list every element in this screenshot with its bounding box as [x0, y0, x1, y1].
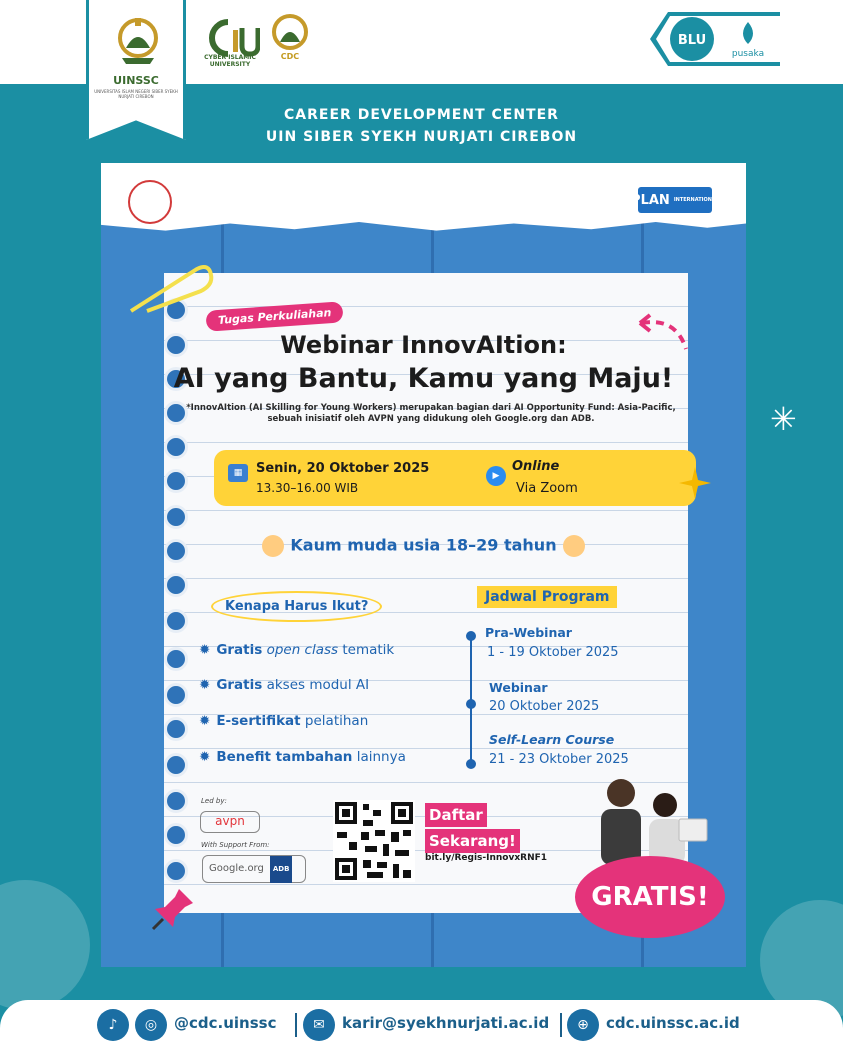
sparkle-icon: ✳ — [770, 400, 797, 438]
partner-seal-icon — [128, 180, 172, 224]
schedule-dates: 20 Oktober 2025 — [489, 699, 600, 714]
cdc-logo-text: CDC — [280, 52, 300, 61]
instagram-icon[interactable]: ◎ — [135, 1009, 167, 1041]
timeline-dot — [466, 631, 476, 641]
zoom-icon: ▶ — [486, 466, 506, 486]
adb-logo: ADB — [270, 856, 293, 883]
students-photo — [579, 775, 709, 865]
free-badge: GRATIS! — [575, 856, 725, 938]
plan-logo-subtext: INTERNATIONAL — [673, 197, 719, 203]
notebook-hole — [164, 647, 188, 671]
sparkle-icon — [677, 465, 713, 501]
webinar-poster — [101, 163, 746, 967]
benefit-item: ✹ Benefit tambahan lainnya — [199, 749, 406, 765]
notebook-hole — [164, 823, 188, 847]
registration-link[interactable]: bit.ly/Regis-InnovxRNF1 — [425, 853, 548, 863]
pushpin-icon — [149, 885, 197, 933]
benefit-item: ✹ Gratis akses modul AI — [199, 677, 370, 693]
notebook-hole — [164, 469, 188, 493]
target-audience — [101, 535, 746, 557]
cdc-logo-icon — [266, 10, 314, 74]
uinssc-logo-icon — [112, 14, 164, 70]
program-description: *InnovAItion (AI Skilling for Young Workers) merupakan bagian dari AI Opportunity Fund: Asia-Pacific, sebuah inisiatif oleh AVPN yang didukung oleh Google.org dan ADB. — [186, 403, 676, 424]
notebook-hole — [164, 753, 188, 777]
timeline-dot — [466, 759, 476, 769]
tiktok-icon[interactable]: ♪ — [97, 1009, 129, 1041]
poster-title-line1: Webinar InnovAItion: — [280, 331, 567, 359]
page-title-line2: UIN SIBER SYEKH NURJATI CIREBON — [265, 129, 578, 145]
plan-international-logo — [631, 187, 719, 213]
footer-divider — [560, 1013, 562, 1037]
schedule-phase: Pra-Webinar — [485, 625, 572, 640]
notebook-hole — [164, 573, 188, 597]
decor-bubble — [0, 880, 90, 1010]
google-org-text: Google.org — [209, 863, 264, 874]
avpn-logo: avpn — [200, 811, 260, 833]
qr-code-icon[interactable] — [333, 800, 415, 882]
google-org-logo — [202, 855, 306, 883]
notebook-hole — [164, 717, 188, 741]
blu-pusaka-logo-icon — [638, 8, 780, 70]
schedule-dates: 1 - 19 Oktober 2025 — [487, 645, 619, 660]
register-cta-line1: Daftar — [425, 803, 487, 827]
schedule-phase: Webinar — [489, 680, 548, 695]
benefit-item: ✹ E-sertifikat pelatihan — [199, 713, 369, 729]
instagram-handle[interactable]: @cdc.uinssc — [174, 1014, 277, 1032]
event-platform: Via Zoom — [516, 481, 578, 496]
man-laptop-icon — [563, 535, 585, 557]
calendar-icon: ▦ — [228, 464, 248, 482]
schedule-dates: 21 - 23 Oktober 2025 — [489, 752, 629, 767]
led-by-label: Led by: — [201, 797, 227, 805]
event-mode: Online — [512, 459, 560, 474]
starburst-icon: ✹ — [199, 713, 211, 729]
starburst-icon: ✹ — [199, 642, 211, 658]
notebook-hole — [164, 683, 188, 707]
notebook-hole — [164, 401, 188, 425]
uinssc-logo-subtext: UNIVERSITAS ISLAM NEGERI SIBER SYEKH NURJATI CIREBON — [94, 89, 178, 99]
plan-logo-text: PLAN — [631, 192, 670, 208]
event-details-box — [214, 450, 696, 506]
event-date: Senin, 20 Oktober 2025 — [256, 461, 430, 476]
website-url[interactable]: cdc.uinssc.ac.id — [606, 1014, 740, 1032]
email-address[interactable]: karir@syekhnurjati.ac.id — [342, 1014, 550, 1032]
starburst-icon: ✹ — [199, 749, 211, 765]
schedule-title: Jadwal Program — [477, 586, 617, 608]
woman-laptop-icon — [262, 535, 284, 557]
schedule-phase: Self-Learn Course — [489, 732, 615, 747]
blu-text: BLU — [677, 33, 707, 48]
starburst-icon: ✹ — [199, 677, 211, 693]
register-cta — [425, 803, 520, 855]
uinssc-logo-text: UINSSC — [113, 74, 159, 87]
pusaka-text: pusaka — [731, 49, 765, 59]
benefit-item: ✹ Gratis open class tematik — [199, 642, 395, 658]
notebook-hole — [164, 435, 188, 459]
notebook-hole — [164, 859, 188, 883]
page-title — [0, 104, 843, 148]
email-icon[interactable]: ✉ — [303, 1009, 335, 1041]
notebook-hole — [164, 505, 188, 529]
page-title-line1: CAREER DEVELOPMENT CENTER — [284, 107, 559, 123]
tugas-perkuliahan-tag: Tugas Perkuliahan — [205, 301, 344, 332]
poster-title-line2: AI yang Bantu, Kamu yang Maju! — [173, 363, 674, 394]
notebook-hole — [164, 609, 188, 633]
register-cta-line2: Sekarang! — [425, 829, 520, 853]
why-join-title: Kenapa Harus Ikut? — [211, 591, 382, 622]
event-time: 13.30–16.00 WIB — [256, 481, 359, 495]
paperclip-icon — [123, 259, 215, 319]
support-label: With Support From: — [201, 841, 270, 849]
cyber-islamic-logo-text: CYBER ISLAMIC UNIVERSITY — [204, 54, 256, 68]
timeline-dot — [466, 699, 476, 709]
audience-text: Kaum muda usia 18–29 tahun — [290, 535, 557, 555]
globe-icon[interactable]: ⊕ — [567, 1009, 599, 1041]
notebook-hole — [164, 789, 188, 813]
footer-divider — [295, 1013, 297, 1037]
